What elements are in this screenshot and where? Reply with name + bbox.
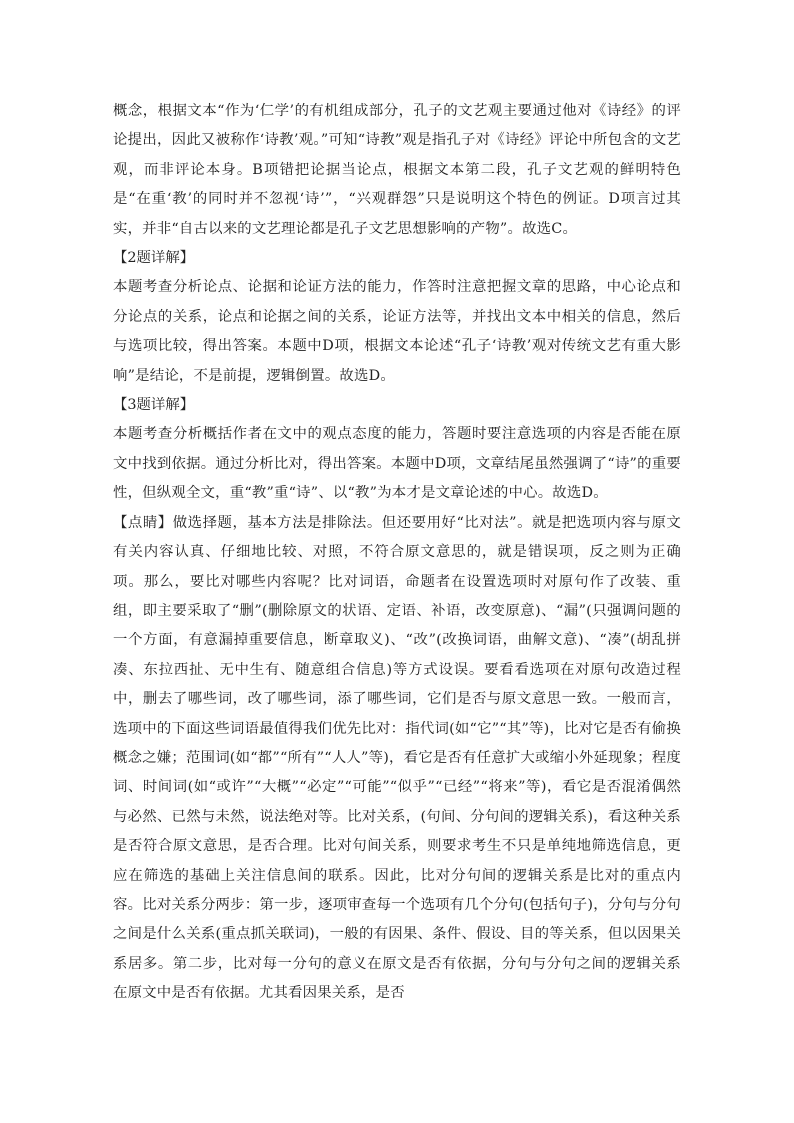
question-2-explanation: 本题考查分析论点、论据和论证方法的能力，作答时注意把握文章的思路，中心论点和分论点的关系，论点和论据之间的关系，论证方法等，并找出文本中相关的信息，然后与选项比较，得出答案。本题中D项，根据文本论述“孔子‘诗教’观对传统文艺有重大影响”是结论，不是前提，逻辑倒置。故选D。 [113, 279, 681, 384]
tip-label: 【点睛】 [113, 514, 173, 531]
intro-paragraph: 概念，根据文本“作为‘仁学’的有机组成部分，孔子的文艺观主要通过他对《诗经》的评论提出，因此又被称作‘诗教’观。”可知“诗教”观是指孔子对《诗经》评论中所包含的文艺观，而非评论本身。B项错把论据当论点，根据文本第二段，孔子文艺观的鲜明特色是“在重‘教’的同时并不忽视‘诗’”，“兴观群怨”只是说明这个特色的例证。D项言过其实，并非“自古以来的文艺理论都是孔子文艺思想影响的产物”。故选C。 [113, 103, 681, 237]
tip-text: 做选择题，基本方法是排除法。但还要用好“比对法”。就是把选项内容与原文有关内容认真、仔细地比较、对照，不符合原文意思的，就是错误项，反之则为正确项。那么，要比对哪些内容呢？比对词语，命题者在设置选项时对原句作了改装、重组，即主要采取了“删”(删除原文的状语、定语、补语，改变原意)、“漏”(只强调问题的一个方面，有意漏掉重要信息，断章取义)、“改”(改换词语，曲解文意)、“凑”(胡乱拼凑、东拉西扯、无中生有、随意组合信息)等方式设误。要看看选项在对原句改造过程中，删去了哪些词，改了哪些词，添了哪些词，它们是否与原文意思一致。一般而言，选项中的下面这些词语最值得我们优先比对：指代词(如“它”“其”等)，比对它是否有偷换概念之嫌；范围词(如“都”“所有”“人人”等)，看它是否有任意扩大或缩小外延现象；程度词、时间词(如“或许”“大概”“必定”“可能”“似乎”“已经”“将来”等)，看它是否混淆偶然与必然、已然与未然，说法绝对等。比对关系，(句间、分句间的逻辑关系)，看这种关系是否符合原文意思，是否合理。比对句间关系，则要求考生不只是单纯地筛选信息，更应在筛选的基础上关注信息间的联系。因此，比对分句间的逻辑关系是比对的重点内容。比对关系分两步：第一步，逐项审查每一个选项有几个分句(包括句子)，分句与分句之间是什么关系(重点抓关联词)，一般的有因果、条件、假设、目的等关系，但以因果关系居多。第二步，比对每一分句的意义在原文是否有依据，分句与分句之间的逻辑关系在原文中是否有依据。尤其看因果关系，是否 [113, 514, 681, 1002]
question-3-explanation: 本题考查分析概括作者在文中的观点态度的能力，答题时要注意选项的内容是否能在原文中找到依据。通过分析比对，得出答案。本题中D项，文章结尾虽然强调了“诗”的重要性，但纵观全文，重“教”重“诗”、以“教”为本才是文章论述的中心。故选D。 [113, 426, 681, 502]
document-page [113, 97, 681, 1009]
question-3-heading: 【3题详解】 [113, 397, 195, 414]
tip-paragraph [113, 509, 681, 1009]
question-2-heading: 【2题详解】 [113, 250, 195, 267]
